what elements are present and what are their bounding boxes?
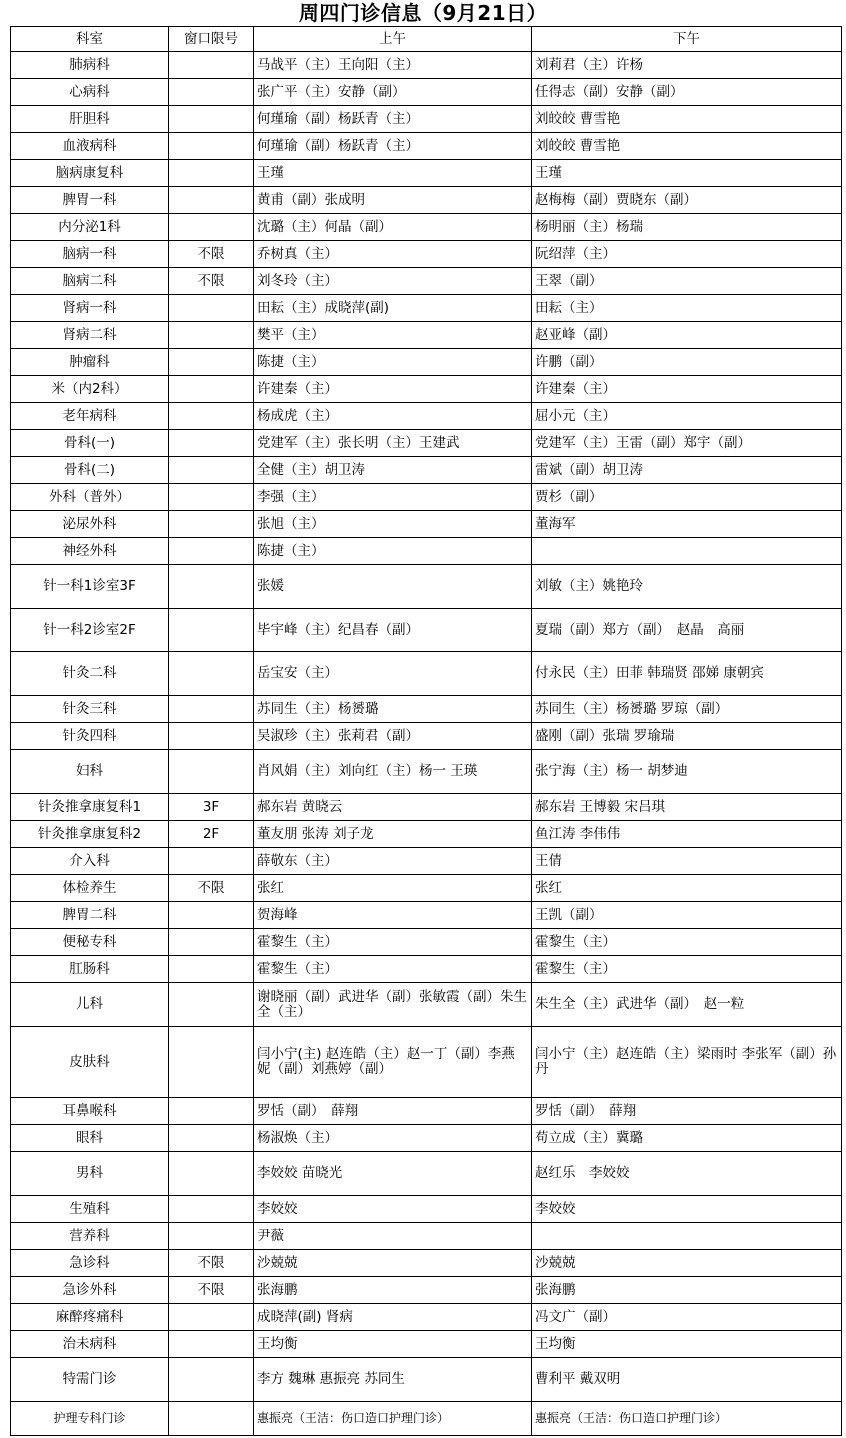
am-cell: 田耘（主）成晓萍(副) <box>254 295 532 322</box>
pm-cell: 雷斌（副）胡卫涛 <box>532 457 842 484</box>
window-cell <box>169 1196 254 1223</box>
window-cell <box>169 929 254 956</box>
am-cell: 陈捷（主） <box>254 538 532 565</box>
pm-cell: 刘皎皎 曹雪艳 <box>532 106 842 133</box>
table-row <box>11 187 842 214</box>
table-row <box>11 79 842 106</box>
pm-cell: 惠振亮（王洁：伤口造口护理门诊） <box>532 1402 842 1436</box>
pm-cell: 张宁海（主）杨一 胡梦迪 <box>532 750 842 794</box>
am-cell: 谢晓丽（副）武进华（副）张敏霞（副）朱生全（主） <box>254 983 532 1027</box>
dept-cell: 治未病科 <box>11 1331 169 1358</box>
dept-cell: 脾胃一科 <box>11 187 169 214</box>
am-cell: 何瑾瑜（副）杨跃青（主） <box>254 133 532 160</box>
window-cell <box>169 956 254 983</box>
pm-cell: 王倩 <box>532 848 842 875</box>
am-cell: 陈捷（主） <box>254 349 532 376</box>
window-cell <box>169 848 254 875</box>
window-cell <box>169 565 254 609</box>
table-row <box>11 723 842 750</box>
pm-cell: 张海鹏 <box>532 1277 842 1304</box>
pm-cell: 王凯（副） <box>532 902 842 929</box>
dept-cell: 肛肠科 <box>11 956 169 983</box>
pm-cell: 付永民（主）田菲 韩瑞贤 邵娣 康朝宾 <box>532 652 842 696</box>
table-row <box>11 1277 842 1304</box>
pm-cell: 董海军 <box>532 511 842 538</box>
pm-cell: 屈小元（主） <box>532 403 842 430</box>
am-cell: 薛敬东（主） <box>254 848 532 875</box>
table-row <box>11 1250 842 1277</box>
window-cell <box>169 1358 254 1402</box>
am-cell: 尹薇 <box>254 1223 532 1250</box>
table-row <box>11 349 842 376</box>
am-cell: 苏同生（主）杨赟璐 <box>254 696 532 723</box>
pm-cell: 刘皎皎 曹雪艳 <box>532 133 842 160</box>
dept-cell: 米（内2科） <box>11 376 169 403</box>
window-cell <box>169 160 254 187</box>
table-row <box>11 376 842 403</box>
dept-cell: 妇科 <box>11 750 169 794</box>
am-cell: 何瑾瑜（副）杨跃青（主） <box>254 106 532 133</box>
dept-cell: 老年病科 <box>11 403 169 430</box>
pm-cell: 霍黎生（主） <box>532 929 842 956</box>
pm-cell: 杨明丽（主）杨瑞 <box>532 214 842 241</box>
dept-cell: 肺病科 <box>11 52 169 79</box>
pm-cell: 罗恬（副） 薛翔 <box>532 1098 842 1125</box>
dept-cell: 泌尿外科 <box>11 511 169 538</box>
pm-cell: 党建军（主）王雷（副）郑宇（副） <box>532 430 842 457</box>
table-row <box>11 1358 842 1402</box>
window-cell <box>169 696 254 723</box>
pm-cell: 闫小宁（主）赵连皓（主）梁雨时 李张军（副）孙丹 <box>532 1027 842 1098</box>
pm-cell: 郝东岩 王博毅 宋吕琪 <box>532 794 842 821</box>
window-cell: 不限 <box>169 1277 254 1304</box>
am-cell: 李方 魏琳 惠振亮 苏同生 <box>254 1358 532 1402</box>
dept-cell: 骨科(一) <box>11 430 169 457</box>
pm-cell: 李姣姣 <box>532 1196 842 1223</box>
window-cell <box>169 609 254 652</box>
dept-cell: 急诊科 <box>11 1250 169 1277</box>
table-row <box>11 1304 842 1331</box>
am-cell: 张媛 <box>254 565 532 609</box>
pm-cell: 任得志（副）安静（副） <box>532 79 842 106</box>
am-cell: 张红 <box>254 875 532 902</box>
am-cell: 张旭（主） <box>254 511 532 538</box>
pm-cell: 苟立成（主）冀璐 <box>532 1125 842 1152</box>
window-cell <box>169 322 254 349</box>
pm-cell: 赵梅梅（副）贾晓东（副） <box>532 187 842 214</box>
am-cell: 张广平（主）安静（副） <box>254 79 532 106</box>
am-cell: 董友朋 张涛 刘子龙 <box>254 821 532 848</box>
table-row <box>11 848 842 875</box>
dept-cell: 体检养生 <box>11 875 169 902</box>
window-cell <box>169 1098 254 1125</box>
table-row <box>11 403 842 430</box>
am-cell: 毕宇峰（主）纪昌春（副） <box>254 609 532 652</box>
table-row <box>11 983 842 1027</box>
am-cell: 刘冬玲（主） <box>254 268 532 295</box>
table-row <box>11 430 842 457</box>
header-pm: 下午 <box>532 27 842 52</box>
window-cell <box>169 133 254 160</box>
dept-cell: 针灸推拿康复科1 <box>11 794 169 821</box>
am-cell: 全健（主）胡卫涛 <box>254 457 532 484</box>
window-cell <box>169 1223 254 1250</box>
am-cell: 杨淑焕（主） <box>254 1125 532 1152</box>
table-row <box>11 565 842 609</box>
window-cell <box>169 1331 254 1358</box>
pm-cell: 夏瑞（副）郑方（副） 赵晶 高丽 <box>532 609 842 652</box>
pm-cell: 赵亚峰（副） <box>532 322 842 349</box>
pm-cell: 田耘（主） <box>532 295 842 322</box>
dept-cell: 血液病科 <box>11 133 169 160</box>
window-cell <box>169 723 254 750</box>
table-row <box>11 609 842 652</box>
table-row <box>11 214 842 241</box>
table-row <box>11 956 842 983</box>
am-cell: 马战平（主）王向阳（主） <box>254 52 532 79</box>
window-cell <box>169 538 254 565</box>
window-cell <box>169 511 254 538</box>
window-cell <box>169 750 254 794</box>
table-row <box>11 52 842 79</box>
window-cell: 不限 <box>169 875 254 902</box>
window-cell <box>169 376 254 403</box>
dept-cell: 营养科 <box>11 1223 169 1250</box>
pm-cell <box>532 538 842 565</box>
dept-cell: 介入科 <box>11 848 169 875</box>
table-row <box>11 268 842 295</box>
pm-cell: 朱生全（主）武进华（副） 赵一粒 <box>532 983 842 1027</box>
am-cell: 许建秦（主） <box>254 376 532 403</box>
dept-cell: 针灸二科 <box>11 652 169 696</box>
dept-cell: 骨科(二) <box>11 457 169 484</box>
dept-cell: 脑病康复科 <box>11 160 169 187</box>
pm-cell: 刘敏（主）姚艳玲 <box>532 565 842 609</box>
am-cell: 罗恬（副） 薛翔 <box>254 1098 532 1125</box>
pm-cell: 贾杉（副） <box>532 484 842 511</box>
table-row <box>11 929 842 956</box>
pm-cell: 张红 <box>532 875 842 902</box>
dept-cell: 神经外科 <box>11 538 169 565</box>
window-cell: 不限 <box>169 268 254 295</box>
dept-cell: 脑病一科 <box>11 241 169 268</box>
pm-cell: 许鹏（副） <box>532 349 842 376</box>
dept-cell: 外科（普外） <box>11 484 169 511</box>
window-cell: 不限 <box>169 241 254 268</box>
dept-cell: 皮肤科 <box>11 1027 169 1098</box>
table-row <box>11 794 842 821</box>
pm-cell: 赵红乐 李姣姣 <box>532 1152 842 1196</box>
table-row <box>11 241 842 268</box>
am-cell: 贺海峰 <box>254 902 532 929</box>
pm-cell: 苏同生（主）杨赟璐 罗琼（副） <box>532 696 842 723</box>
pm-cell: 曹利平 戴双明 <box>532 1358 842 1402</box>
header-dept: 科室 <box>11 27 169 52</box>
am-cell: 乔树真（主） <box>254 241 532 268</box>
dept-cell: 肾病一科 <box>11 295 169 322</box>
window-cell <box>169 214 254 241</box>
pm-cell: 盛刚（副）张瑞 罗瑜瑞 <box>532 723 842 750</box>
window-cell <box>169 983 254 1027</box>
table-row <box>11 1125 842 1152</box>
am-cell: 成晓萍(副) 肾病 <box>254 1304 532 1331</box>
am-cell: 樊平（主） <box>254 322 532 349</box>
am-cell: 吴淑珍（主）张莉君（副） <box>254 723 532 750</box>
dept-cell: 耳鼻喉科 <box>11 1098 169 1125</box>
am-cell: 杨成虎（主） <box>254 403 532 430</box>
window-cell <box>169 403 254 430</box>
table-row <box>11 511 842 538</box>
am-cell: 党建军（主）张长明（主）王建武 <box>254 430 532 457</box>
dept-cell: 脑病二科 <box>11 268 169 295</box>
dept-cell: 肿瘤科 <box>11 349 169 376</box>
table-row <box>11 457 842 484</box>
table-row <box>11 1098 842 1125</box>
dept-cell: 麻醉疼痛科 <box>11 1304 169 1331</box>
window-cell <box>169 1027 254 1098</box>
pm-cell: 沙兢兢 <box>532 1250 842 1277</box>
table-row <box>11 160 842 187</box>
dept-cell: 男科 <box>11 1152 169 1196</box>
pm-cell: 王翠（副） <box>532 268 842 295</box>
table-row <box>11 1402 842 1436</box>
dept-cell: 针一科2诊室2F <box>11 609 169 652</box>
am-cell: 李姣姣 <box>254 1196 532 1223</box>
am-cell: 霍黎生（主） <box>254 929 532 956</box>
table-row <box>11 875 842 902</box>
pm-cell: 许建秦（主） <box>532 376 842 403</box>
pm-cell: 霍黎生（主） <box>532 956 842 983</box>
window-cell <box>169 902 254 929</box>
table-row <box>11 750 842 794</box>
header-window: 窗口限号 <box>169 27 254 52</box>
pm-cell: 王均衡 <box>532 1331 842 1358</box>
pm-cell <box>532 1223 842 1250</box>
table-row <box>11 1331 842 1358</box>
am-cell: 惠振亮（王洁：伤口造口护理门诊） <box>254 1402 532 1436</box>
window-cell <box>169 1402 254 1436</box>
table-row <box>11 821 842 848</box>
am-cell: 郝东岩 黄晓云 <box>254 794 532 821</box>
am-cell: 李姣姣 苗晓光 <box>254 1152 532 1196</box>
table-row <box>11 1223 842 1250</box>
table-row <box>11 106 842 133</box>
table-row <box>11 1152 842 1196</box>
dept-cell: 针灸四科 <box>11 723 169 750</box>
dept-cell: 眼科 <box>11 1125 169 1152</box>
window-cell <box>169 1304 254 1331</box>
dept-cell: 肾病二科 <box>11 322 169 349</box>
window-cell <box>169 430 254 457</box>
am-cell: 王瑾 <box>254 160 532 187</box>
window-cell <box>169 52 254 79</box>
clinic-schedule-table <box>10 26 842 1436</box>
window-cell <box>169 349 254 376</box>
table-row <box>11 652 842 696</box>
am-cell: 闫小宁(主) 赵连皓（主）赵一丁（副）李燕妮（副）刘燕婷（副） <box>254 1027 532 1098</box>
dept-cell: 心病科 <box>11 79 169 106</box>
window-cell <box>169 652 254 696</box>
header-row <box>11 27 842 52</box>
table-row <box>11 484 842 511</box>
table-row <box>11 322 842 349</box>
window-cell <box>169 295 254 322</box>
table-row <box>11 696 842 723</box>
dept-cell: 肝胆科 <box>11 106 169 133</box>
am-cell: 王均衡 <box>254 1331 532 1358</box>
window-cell: 不限 <box>169 1250 254 1277</box>
pm-cell: 刘莉君（主）许杨 <box>532 52 842 79</box>
am-cell: 李强（主） <box>254 484 532 511</box>
dept-cell: 生殖科 <box>11 1196 169 1223</box>
window-cell: 2F <box>169 821 254 848</box>
pm-cell: 鱼江涛 李伟伟 <box>532 821 842 848</box>
page-title: 周四门诊信息（9月21日） <box>298 1 548 25</box>
dept-cell: 针灸推拿康复科2 <box>11 821 169 848</box>
table-row <box>11 902 842 929</box>
window-cell <box>169 187 254 214</box>
am-cell: 肖风娟（主）刘向红（主）杨一 王瑛 <box>254 750 532 794</box>
dept-cell: 内分泌1科 <box>11 214 169 241</box>
table-row <box>11 538 842 565</box>
pm-cell: 阮绍萍（主） <box>532 241 842 268</box>
window-cell <box>169 1125 254 1152</box>
table-row <box>11 295 842 322</box>
window-cell <box>169 106 254 133</box>
window-cell <box>169 1152 254 1196</box>
dept-cell: 脾胃二科 <box>11 902 169 929</box>
am-cell: 黄甫（副）张成明 <box>254 187 532 214</box>
am-cell: 张海鹏 <box>254 1277 532 1304</box>
window-cell <box>169 484 254 511</box>
am-cell: 岳宝安（主） <box>254 652 532 696</box>
table-row <box>11 133 842 160</box>
dept-cell: 急诊外科 <box>11 1277 169 1304</box>
table-row <box>11 1027 842 1098</box>
table-row <box>11 1196 842 1223</box>
dept-cell: 特需门诊 <box>11 1358 169 1402</box>
pm-cell: 王瑾 <box>532 160 842 187</box>
dept-cell: 便秘专科 <box>11 929 169 956</box>
header-am: 上午 <box>254 27 532 52</box>
dept-cell: 护理专科门诊 <box>11 1402 169 1436</box>
window-cell: 3F <box>169 794 254 821</box>
am-cell: 霍黎生（主） <box>254 956 532 983</box>
dept-cell: 针一科1诊室3F <box>11 565 169 609</box>
dept-cell: 针灸三科 <box>11 696 169 723</box>
dept-cell: 儿科 <box>11 983 169 1027</box>
window-cell <box>169 79 254 106</box>
pm-cell: 冯文广（副） <box>532 1304 842 1331</box>
am-cell: 沈璐（主）何晶（副） <box>254 214 532 241</box>
window-cell <box>169 457 254 484</box>
am-cell: 沙兢兢 <box>254 1250 532 1277</box>
